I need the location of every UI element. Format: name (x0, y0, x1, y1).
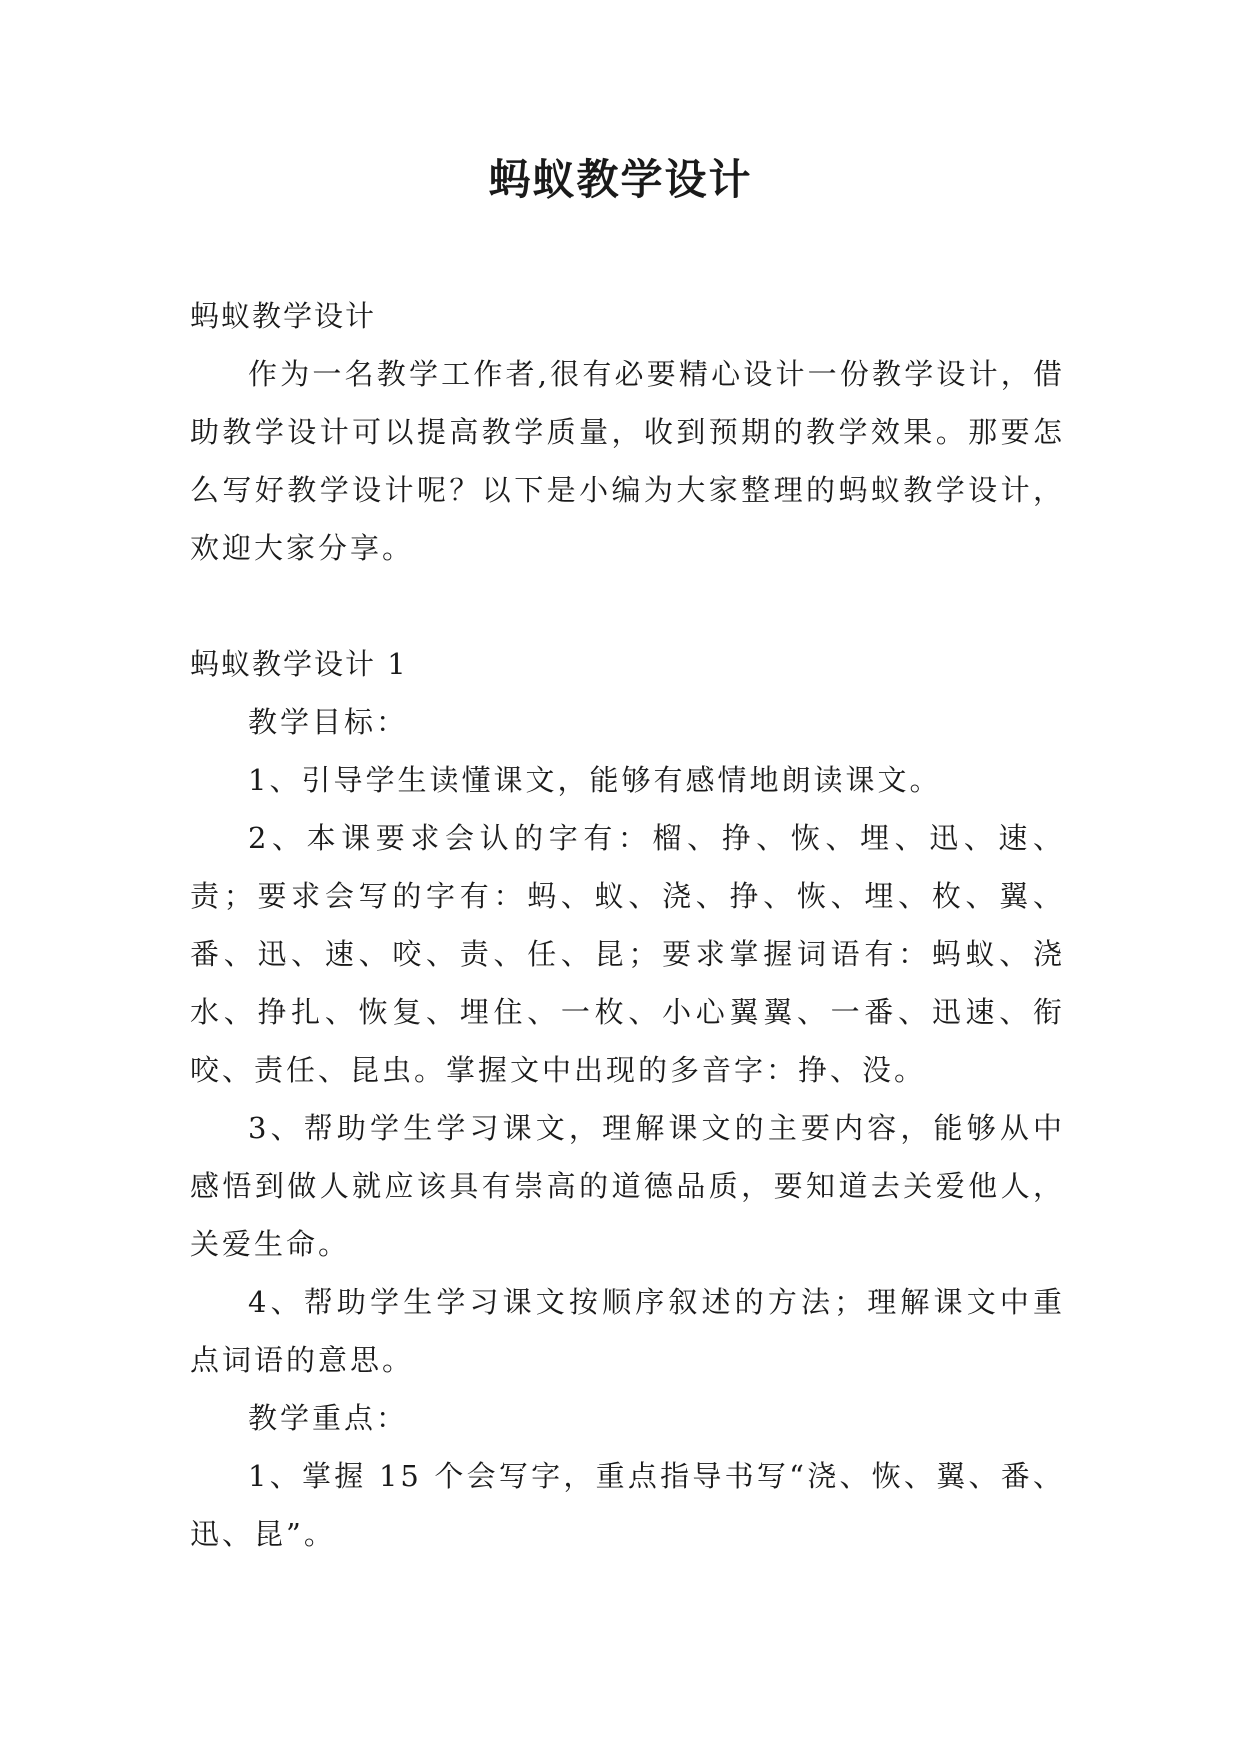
document-title: 蚂蚁教学设计 (488, 155, 753, 204)
section-spacer (190, 577, 1065, 635)
key-points-label: 教学重点： (248, 1401, 409, 1435)
intro-paragraph: 作为一名教学工作者,很有必要精心设计一份教学设计，借助教学设计可以提高教学质量，收到预期的教学效果。那要怎么写好教学设计呢？以下是小编为大家整理的蚂蚁教学设计，欢迎大家分享。 (190, 357, 1065, 565)
objective-item-4: 4、帮助学生学习课文按顺序叙述的方法；理解课文中重点词语的意思。 (190, 1285, 1065, 1377)
section-heading: 蚂蚁教学设计 1 (190, 647, 408, 681)
document-body (190, 287, 1065, 1563)
objective-item-3: 3、帮助学生学习课文，理解课文的主要内容，能够从中感悟到做人就应该具有崇高的道德品质，要知道去关爱他人，关爱生命。 (190, 1111, 1065, 1261)
objective-item-2: 2、本课要求会认的字有：榴、挣、恢、埋、迅、速、责；要求会写的字有：蚂、蚁、浇、挣、恢、埋、枚、翼、番、迅、速、咬、责、任、昆；要求掌握词语有：蚂蚁、浇水、挣扎、恢复、埋住、一枚、小心翼翼、一番、迅速、衔咬、责任、昆虫。掌握文中出现的多音字：挣、没。 (190, 821, 1065, 1087)
objective-item-1: 1、引导学生读懂课文，能够有感情地朗读课文。 (248, 763, 942, 797)
key-point-item-1: 1、掌握 15 个会写字，重点指导书写“浇、恢、翼、番、迅、昆”。 (190, 1459, 1065, 1551)
objectives-label: 教学目标： (248, 705, 409, 739)
document-subtitle: 蚂蚁教学设计 (190, 299, 377, 333)
